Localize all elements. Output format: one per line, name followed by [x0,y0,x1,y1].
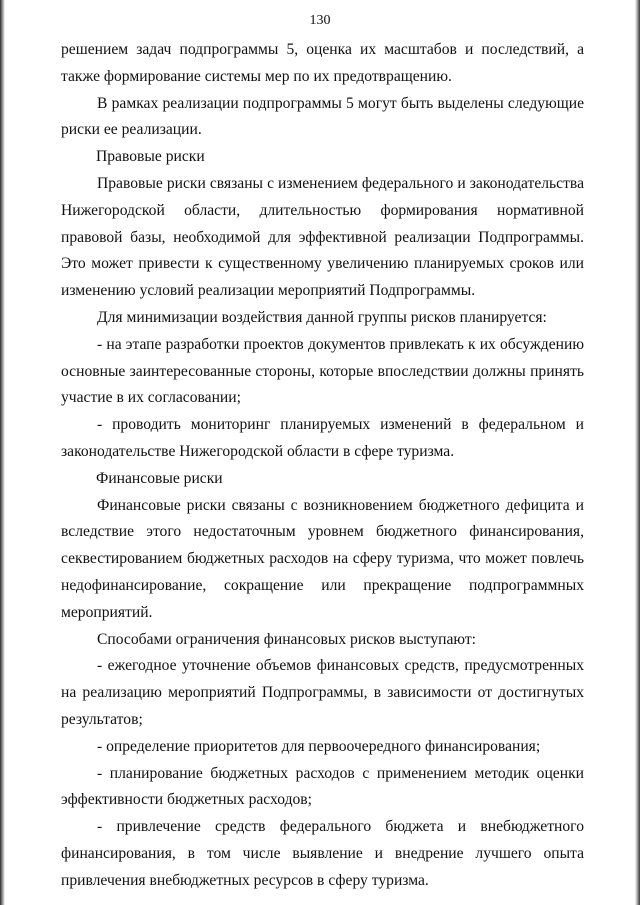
paragraph-legal-risks: Правовые риски связаны с изменением федерального и законодательства Нижегородской области, длительностью формирования нормативной правовой базы, необходимой для эффективной реализации Подпрограммы. Это может привести к существенному увеличению планируемых сроков или изменению условий реализации мероприятий Подпрограммы. [61,174,584,300]
paragraph-financial-risks: Финансовые риски связаны с возникновением бюджетного дефицита и вследствие этого недостаточным уровнем бюджетного финансирования, секвестированием бюджетных расходов на сферу туризма, что может повлечь недофинансирование, сокращение или прекращение подпрограммных мероприятий. [61,496,584,621]
paragraph-continuation: решением задач подпрограммы 5, оценка их масштабов и последствий, а также формирование системы мер по их предотвращению. [61,41,584,85]
page-number: 130 [309,13,331,28]
paragraph-financial-mitigation-intro: Способами ограничения финансовых рисков выступают: [97,630,476,648]
heading-legal-risks: Правовые риски [96,148,205,166]
paragraph-risks-intro: В рамках реализации подпрограммы 5 могут быть выделены следующие риски ее реализации. [61,94,584,139]
paragraph-legal-mitigation-intro: Для минимизации воздействия данной группы рисков планируется: [97,308,547,326]
heading-financial-risks: Финансовые риски [96,469,223,487]
list-item-financial-4: - привлечение средств федерального бюджета и внебюджетного финансирования, в том числе выявление и внедрение лучшего опыта привлечения внебюджетных ресурсов в сферу туризма. [61,818,584,889]
list-item-financial-1: - ежегодное уточнение объемов финансовых средств, предусмотренных на реализацию мероприятий Подпрограммы, в зависимости от достигнутых результатов; [61,657,584,728]
list-item-financial-3: - планирование бюджетных расходов с применением методик оценки эффективности бюджетных расходов; [61,764,584,809]
scan-edge-left [0,0,5,905]
scan-edge-right [635,0,640,905]
list-item-legal-2: - проводить мониторинг планируемых изменений в федеральном и законодательстве Нижегородской области в сфере туризма. [61,416,584,460]
document-body [61,37,584,895]
list-item-financial-2: - определение приоритетов для первоочередного финансирования; [97,737,541,755]
list-item-legal-1: - на этапе разработки проектов документов привлекать к их обсуждению основные заинтересованные стороны, которые впоследствии должны принять участие в их согласовании; [61,335,584,407]
